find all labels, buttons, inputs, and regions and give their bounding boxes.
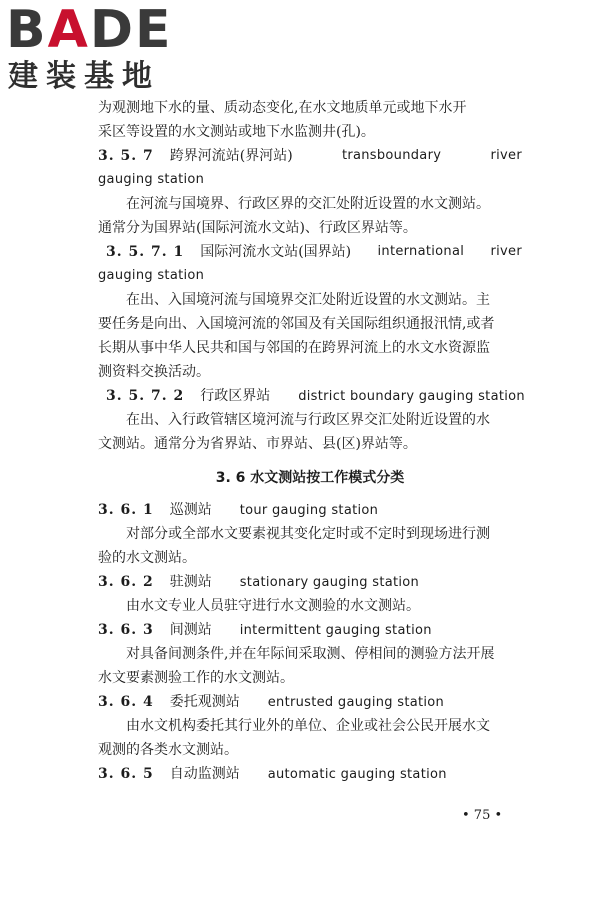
clause-number: 3. 5. 7. 1 — [106, 244, 185, 260]
bade-logo — [6, 0, 176, 96]
clause-term-cn: 国际河流水文站(国界站) — [200, 244, 352, 260]
clause-number: 3. 6. 3 — [98, 622, 154, 638]
clause-heading-3-6-5 — [98, 762, 522, 786]
logo-chinese-text: 建装基地 — [8, 59, 160, 94]
clause-number: 3. 6. 1 — [98, 502, 154, 518]
clause-term-en: intermittent gauging station — [239, 623, 432, 638]
paragraph-line: 长期从事中华人民共和国与邻国的在跨界河流上的水文水资源监 — [98, 340, 490, 356]
clause-term-cn: 跨界河流站(界河站) — [169, 148, 293, 164]
clause-term-en-continued: gauging station — [98, 172, 205, 187]
clause-term-cn: 间测站 — [169, 622, 212, 638]
logo-letter-b: B — [6, 0, 48, 60]
paragraph-line: 对部分或全部水文要素视其变化定时或不定时到现场进行测 — [126, 526, 490, 542]
logo-letter-a: A — [47, 0, 90, 60]
paragraph-line: 采区等设置的水文测站或地下水监测井(孔)。 — [98, 124, 375, 140]
paragraph-line: 要任务是向出、入国境河流的邻国及有关国际组织通报汛情,或者 — [98, 316, 495, 332]
clause-term-cn: 驻测站 — [169, 574, 212, 590]
paragraph-line: 通常分为国界站(国际河流水文站)、行政区界站等。 — [98, 220, 417, 236]
clause-term-en-continued: gauging station — [98, 268, 205, 283]
clause-number: 3. 6. 5 — [98, 766, 154, 782]
clause-heading-3-5-7-1 — [98, 240, 522, 264]
clause-term-cn: 委托观测站 — [169, 694, 240, 710]
paragraph-line: 水文要素测验工作的水文测站。 — [98, 670, 294, 686]
document-body — [98, 96, 525, 786]
clause-term-en: river — [490, 244, 522, 259]
logo-wordmark — [6, 0, 173, 60]
clause-heading-3-5-7 — [98, 144, 522, 168]
paragraph-line: 文测站。通常分为省界站、市界站、县(区)界站等。 — [98, 436, 417, 452]
clause-term-cn: 巡测站 — [169, 502, 212, 518]
paragraph-line: 在河流与国境界、行政区界的交汇处附近设置的水文测站。 — [126, 196, 490, 212]
clause-heading-3-6-1 — [98, 498, 522, 522]
paragraph-line: 对具备间测条件,并在年际间采取测、停相间的测验方法开展 — [126, 646, 495, 662]
logo-letters-de: DE — [89, 0, 173, 60]
paragraph-line: 验的水文测站。 — [98, 550, 196, 566]
clause-heading-3-5-7-2 — [98, 384, 525, 408]
clause-number: 3. 6. 4 — [98, 694, 154, 710]
clause-term-cn: 自动监测站 — [169, 766, 240, 782]
clause-heading-3-6-3 — [98, 618, 522, 642]
clause-term-en: automatic gauging station — [267, 767, 447, 782]
clause-term-en: district boundary gauging station — [298, 389, 525, 404]
paragraph-line: 观测的各类水文测站。 — [98, 742, 238, 758]
clause-heading-3-6-2 — [98, 570, 522, 594]
clause-heading-3-6-4 — [98, 690, 522, 714]
clause-number: 3. 5. 7. 2 — [106, 388, 185, 404]
page-number: • 75 • — [462, 808, 503, 823]
paragraph-line: 由水文机构委托其行业外的单位、企业或社会公民开展水文 — [126, 718, 490, 734]
paragraph-line: 为观测地下水的量、质动态变化,在水文地质单元或地下水开 — [98, 100, 467, 116]
clause-term-en: transboundary — [341, 148, 442, 163]
clause-term-en: river — [490, 148, 522, 163]
clause-term-en: entrusted gauging station — [267, 695, 445, 710]
clause-term-en: international — [377, 244, 465, 259]
clause-number: 3. 5. 7 — [98, 148, 154, 164]
clause-term-cn: 行政区界站 — [200, 388, 271, 404]
paragraph-line: 在出、入行政管辖区境河流与行政区界交汇处附近设置的水 — [126, 412, 490, 428]
paragraph-line: 测资料交换活动。 — [98, 364, 210, 380]
paragraph-line: 由水文专业人员驻守进行水文测验的水文测站。 — [126, 598, 420, 614]
clause-number: 3. 6. 2 — [98, 574, 154, 590]
section-title-3-6: 3. 6 水文测站按工作模式分类 — [215, 470, 405, 486]
clause-term-en: tour gauging station — [239, 503, 379, 518]
clause-term-en: stationary gauging station — [239, 575, 420, 590]
paragraph-line: 在出、入国境河流与国境界交汇处附近设置的水文测站。主 — [126, 292, 490, 308]
